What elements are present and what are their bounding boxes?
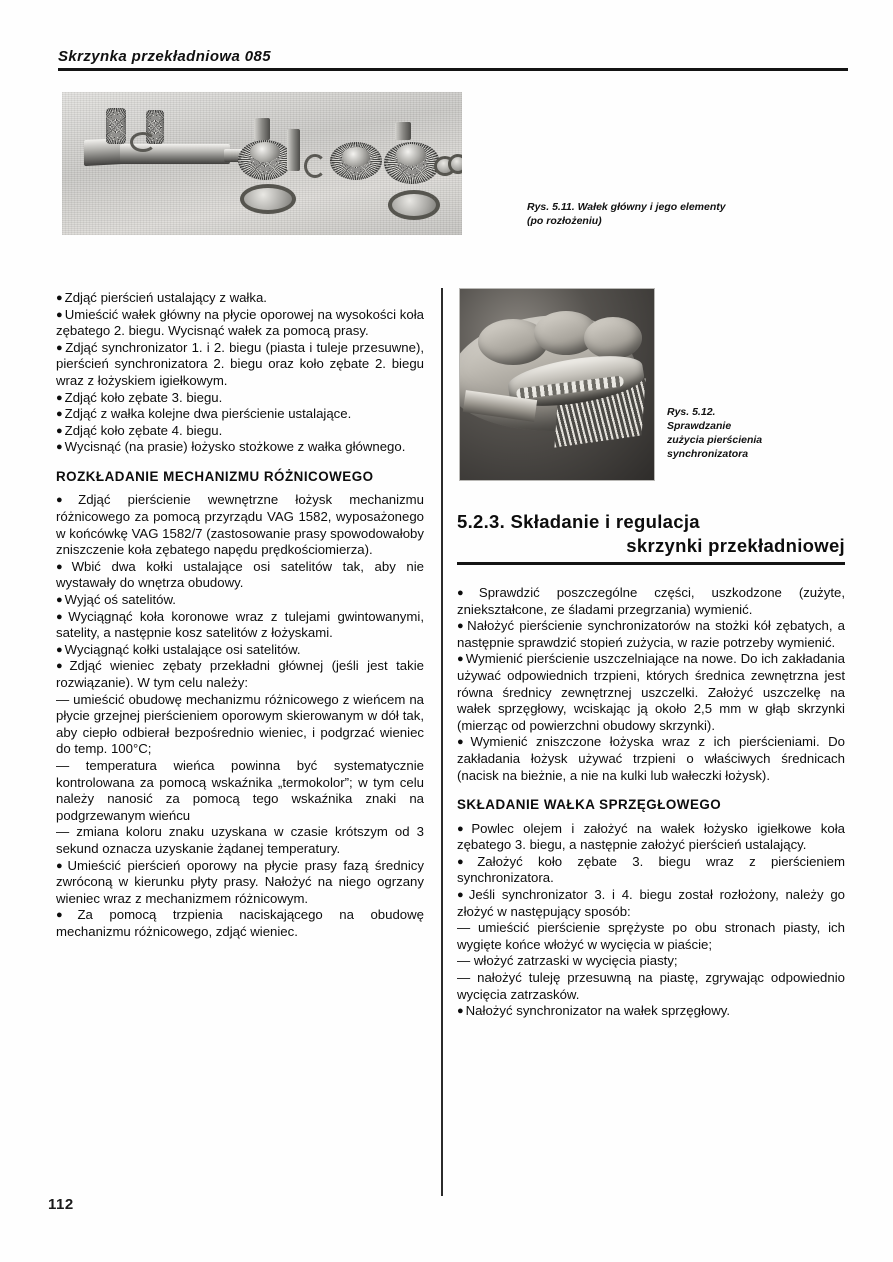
bullet-item: ● Jeśli synchronizator 3. i 4. biegu został rozłożony, należy go złożyć w następujący sposób: [457,887,845,920]
figure-main-shaft-photo [62,92,462,235]
figure-top-caption-line1: Rys. 5.11. Wałek główny i jego elementy [527,201,726,213]
figure-right-caption-line4: synchronizatora [667,448,749,460]
washer-2 [448,154,462,174]
dash-item: — temperatura wieńca powinna być systematycznie kontrolowana za pomocą wskaźnika „termokolor”; w tym celu należy nanosić za pomocą tego wskaźnika znaki na podgrzewanym wieńcu [56,758,424,824]
snap-ring-b [304,154,326,178]
figure-top-caption-line2: (po rozłożeniu) [527,215,602,227]
sleeve-1 [254,118,270,140]
page-number: 112 [48,1196,74,1213]
bullet-item: ● Umieścić pierścień oporowy na płycie prasy fazą średnicy zwróconą w kierunku płyty prasy. Nałożyć na niego ogrzany wieniec wraz z mechanizmem różnicowym. [56,858,424,908]
bullet-item: ● Umieścić wałek główny na płycie oporowej na wysokości koła zębatego 2. biegu. Wycisnąć wałek za pomocą prasy. [56,307,424,340]
bullet-item: ● Wbić dwa kołki ustalające osi satelitów tak, aby nie wystawały do wnętrza obudowy. [56,559,424,592]
bullet-item: ● Powlec olejem i założyć na wałek łożysko igiełkowe koła zębatego 3. biegu, a następnie założyć pierścień ustalający. [457,821,845,854]
figure-top-caption [527,200,849,228]
sleeve-2 [395,122,411,140]
synchro-ring-1 [240,184,296,214]
bullet-item: ● Za pomocą trzpienia naciskającego na obudowę mechanizmu różnicowego, zdjąć wieniec. [56,907,424,940]
bullet-item: ● Wyjąć oś satelitów. [56,592,424,609]
section-heading-rule [457,562,845,565]
dash-item: — umieścić pierścienie sprężyste po obu stronach piasty, ich wygięte końce włożyć w wycięcia w piaście; [457,920,845,953]
bullet-item: ● Wycisnąć (na prasie) łożysko stożkowe z wałka głównego. [56,439,424,456]
needle-bearing-1 [287,129,300,171]
right-text-column [457,585,845,1020]
bullet-item: ● Zdjąć z wałka kolejne dwa pierścienie ustalające. [56,406,424,423]
subsection-heading: SKŁADANIE WAŁKA SPRZĘGŁOWEGO [457,797,722,813]
bullet-item: ● Zdjąć wieniec zębaty przekładni głównej (jeśli jest takie rozwiązanie). W tym celu należy: [56,658,424,691]
running-head-rule [58,68,848,71]
bullet-item: ● Sprawdzić poszczególne części, uszkodzone (zużyte, zniekształcone, ze śladami przegrzania) wymienić. [457,585,845,618]
snap-ring-a [130,132,156,152]
section-heading-line1: 5.2.3. Składanie i regulacja [457,511,700,532]
bullet-item: ● Wymienić pierścienie uszczelniające na nowe. Do ich zakładania używać odpowiednich trzpieni, których średnica zewnętrzna jest równa średnicy zewnętrznej uszczelki. Założyć uszczelkę na wałek sprzęgłowy, wciskając ją około 2,5 mm w głąb skrzynki (mierząc od powierzchni obudowy skrzynki). [457,651,845,734]
dash-item: — zmiana koloru znaku uzyskana w czasie krótszym od 3 sekund oznacza uzyskanie żądanej temperatury. [56,824,424,857]
synchro-ring-2 [388,190,440,220]
section-heading-line2: skrzynki przekładniowej [626,535,845,556]
figure-right-caption [667,405,847,461]
figure-right-caption-line2: Sprawdzanie [667,420,732,432]
subsection-heading: ROZKŁADANIE MECHANIZMU RÓŻNICOWEGO [56,468,374,484]
gear-hub-3 [396,144,426,166]
section-heading [457,510,845,565]
bullet-item: ● Wymienić zniszczone łożyska wraz z ich pierścieniami. Do zakładania łożysk używać trzpieni o właściwych średnicach (nacisk na bieżnie, a nie na kulki lub wałeczki łożysk). [457,734,845,784]
dash-item: — umieścić obudowę mechanizmu różnicowego z wieńcem na płycie grzejnej pierścieniem oporowym skierowanym w dół tak, aby ciepło odbierał bezpośrednio wieniec, i podgrzać wieniec do temp. 100°C; [56,692,424,758]
left-text-column [56,290,424,940]
dash-item: — nałożyć tuleję przesuwną na piastę, zgrywając odpowiednio wycięcia zatrzasków. [457,970,845,1003]
bullet-item: ● Zdjąć koło zębate 4. biegu. [56,423,424,440]
figure-right-caption-line1: Rys. 5.12. [667,406,716,418]
figure-synchro-check-photo [459,288,655,481]
running-head [58,48,848,71]
finger-3 [584,317,642,359]
bullet-item: ● Zdjąć synchronizator 1. i 2. biegu (piasta i tuleje przesuwne), pierścień synchronizatora 2. biegu oraz koło zębate 2. biegu wraz z łożyskiem igiełkowym. [56,340,424,390]
gear-hub-2 [342,147,370,167]
bullet-item: ● Wyciągnąć koła koronowe wraz z tulejami gwintowanymi, satelity, a następnie kosz satelitów z łożyskami. [56,609,424,642]
bullet-item: ● Zdjąć pierścień ustalający z wałka. [56,290,424,307]
column-divider [441,288,443,1196]
bullet-item: ● Nałożyć synchronizator na wałek sprzęgłowy. [457,1003,845,1020]
bullet-item: ● Wyciągnąć kołki ustalające osi satelitów. [56,642,424,659]
running-head-title: Skrzynka przekładniowa 085 [58,48,271,65]
gear-hub-1 [250,142,280,162]
bullet-item: ● Zdjąć koło zębate 3. biegu. [56,390,424,407]
dash-item: — włożyć zatrzaski w wycięcia piasty; [457,953,845,970]
bullet-item: ● Zdjąć pierścienie wewnętrzne łożysk mechanizmu różnicowego za pomocą przyrządu VAG 1582, wyposażonego w końcówkę VAG 1582/7 (zastosowanie prasy spowodowałoby zniszczenie koła zębatego napędu prędkościomierza). [56,492,424,558]
bullet-item: ● Założyć koło zębate 3. biegu wraz z pierścieniem synchronizatora. [457,854,845,887]
gear-helical-a [106,108,126,144]
bullet-item: ● Nałożyć pierścienie synchronizatorów na stożki kół zębatych, a następnie sprawdzić stopień zużycia, w razie potrzeby wymienić. [457,618,845,651]
figure-right-caption-line3: zużycia pierścienia [667,434,763,446]
